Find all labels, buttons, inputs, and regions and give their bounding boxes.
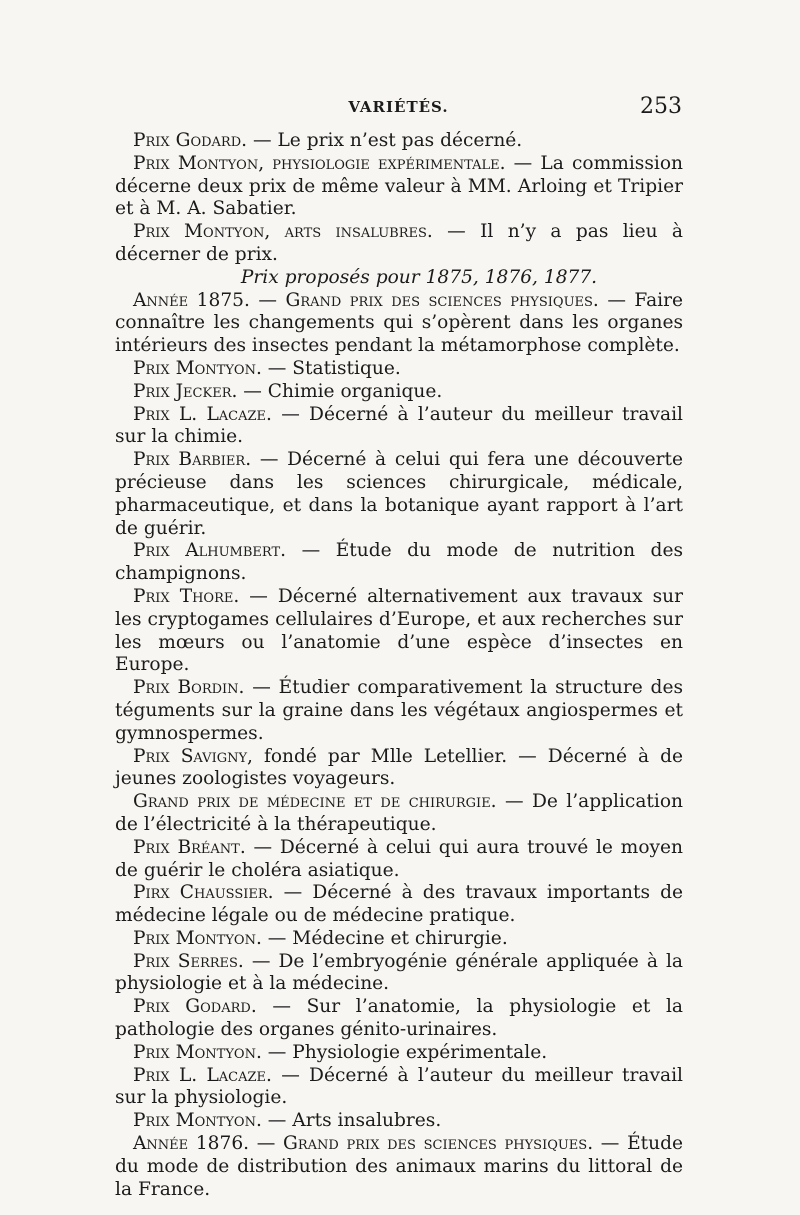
paragraph	[115, 449, 683, 540]
prize-label: Prix Montyon.	[133, 1110, 262, 1132]
prize-label: Prix Bréant.	[133, 836, 246, 858]
paragraph	[115, 791, 683, 837]
prize-label: Prix Bordin.	[133, 677, 245, 699]
paragraph-text: — De l’application de l’électricité à la thérapeutique.	[115, 791, 684, 835]
paragraph-text: — Étudier comparativement la structure des téguments sur la graine dans les végétaux angiospermes et gymnospermes.	[115, 677, 683, 744]
prize-label: Prix Alhumbert.	[133, 540, 287, 562]
paragraph	[115, 153, 683, 221]
paragraph-text: — Chimie organique.	[237, 380, 443, 402]
prize-label: Prix L. Lacaze.	[133, 403, 272, 425]
paragraph	[115, 1065, 683, 1111]
paragraph-text: — Sur l’anatomie, la physiologie et la pathologie des organes génito-urinaires.	[115, 996, 683, 1041]
prize-label: Prix Godard.	[133, 130, 248, 151]
paragraph	[115, 928, 683, 951]
prize-label: Prix Serres.	[133, 950, 244, 972]
paragraph	[115, 540, 683, 586]
prize-label: Année 1875. — Grand prix des sciences physiques.	[133, 289, 599, 311]
paragraph-text: — Médecine et chirurgie.	[261, 927, 508, 949]
paragraph-text: — Étude du mode de nutrition des champignons.	[115, 540, 684, 585]
paragraph-text: fondé par Mlle Letellier. — Décerné à de jeunes zoologistes voyageurs.	[115, 745, 683, 790]
running-title: VARIÉTÉS.	[348, 98, 449, 116]
paragraph-text: — Physiologie expérimentale.	[261, 1041, 548, 1063]
prize-label: Prix Montyon.	[133, 927, 262, 949]
paragraph-text: — De l’embryogénie générale appliquée à la physiologie et à la médecine.	[115, 950, 683, 995]
prize-label: Prix Montyon, physiologie expérimentale.	[133, 152, 506, 174]
paragraph-text: — Étude du mode de distribution des animaux marins du littoral de la France.	[115, 1133, 684, 1200]
paragraph	[115, 130, 683, 153]
paragraph	[115, 1133, 683, 1201]
paragraph-text: — Décerné à celui qui fera une découverte précieuse dans les sciences chirurgicale, médicale, pharmaceutique, et dans la botanique ayant rapport à l’art de guérir.	[115, 449, 683, 539]
prize-label: Prix Jecker.	[133, 380, 238, 402]
page-number: 253	[640, 94, 682, 119]
paragraph	[115, 404, 683, 450]
paragraph-text: — Décerné à l’auteur du meilleur travail sur la physiologie.	[115, 1064, 683, 1109]
prize-label: Prix Thore.	[133, 585, 240, 607]
page-header	[115, 94, 682, 126]
paragraph	[115, 381, 683, 404]
paragraph	[115, 1042, 683, 1065]
paragraph	[115, 358, 683, 381]
paragraph	[115, 837, 683, 883]
paragraph	[115, 677, 683, 745]
paragraph	[115, 586, 683, 677]
paragraph	[115, 746, 683, 792]
prize-label: Prix Savigny,	[133, 745, 253, 767]
paragraph-text: — Arts insalubres.	[261, 1110, 442, 1132]
prize-label: Année 1876. — Grand prix des sciences physiques.	[133, 1133, 594, 1155]
paragraph-text: — Le prix n’est pas décerné.	[247, 130, 523, 151]
section-heading	[115, 267, 683, 290]
prize-label: Prix Montyon.	[133, 357, 262, 379]
page-body	[115, 130, 683, 1201]
paragraph	[115, 221, 683, 267]
prize-label: Prix L. Lacaze.	[133, 1064, 272, 1086]
paragraph-text: — Faire connaître les changements qui s’opèrent dans les organes intérieurs des insectes pendant la métamorphose complète.	[115, 289, 683, 357]
paragraph	[115, 951, 683, 997]
paragraph	[115, 290, 683, 358]
paragraph	[115, 1110, 683, 1133]
prize-label: Prix Montyon.	[133, 1041, 262, 1063]
paragraph-text: — Il n’y a pas lieu à décerner de prix.	[115, 221, 683, 265]
paragraph-text: — Décerné à l’auteur du meilleur travail sur la chimie.	[115, 403, 683, 448]
paragraph-text: — La commission décerne deux prix de même valeur à MM. Arloing et Tripier et à M. A. Sabatier.	[115, 152, 683, 220]
prize-label: Prix Godard.	[133, 996, 257, 1018]
paragraph-text: — Décerné alternativement aux travaux sur les cryptogames cellulaires d’Europe, et aux recherches sur les mœurs ou l’anatomie d’une espèce d’insectes en Europe.	[115, 585, 683, 676]
paragraph	[115, 996, 683, 1042]
paragraph-text: — Statistique.	[261, 357, 401, 379]
paragraph-text: — Décerné à des travaux importants de médecine légale ou de médecine pratique.	[115, 882, 683, 927]
prize-label: Prix Barbier.	[133, 449, 252, 471]
prize-label: Prix Montyon, arts insalubres.	[133, 221, 433, 243]
prize-label: Pirx Chaussier.	[133, 882, 274, 904]
paragraph	[115, 882, 683, 928]
prize-label: Grand prix de médecine et de chirurgie.	[133, 791, 497, 813]
paragraph-text: — Décerné à celui qui aura trouvé le moyen de guérir le choléra asiatique.	[115, 836, 683, 881]
section-heading-text: Prix proposés pour 1875, 1876, 1877.	[240, 266, 598, 288]
